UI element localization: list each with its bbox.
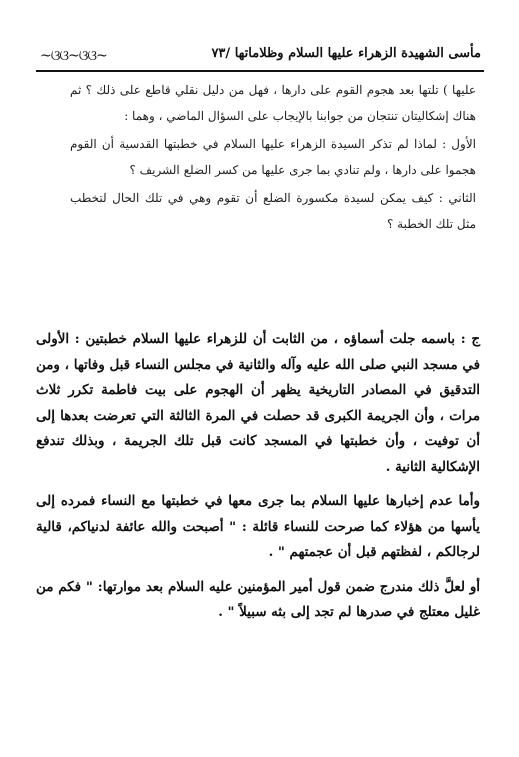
question-second-issue: الثاني : كيف يمكن لسيدة مكسورة الضلع أن تقوم وهي في تلك الحال لتخطب مثل تلك الخطبة ؟ [70,191,476,231]
header-divider [36,70,484,72]
answer-paragraph: ج : باسمه جلت أسماؤه ، من الثابت أن للزهراء عليها السلام خطبتين : الأولى في مسجد النبي صلى الله عليه وآله والثانية في مجلس النساء قبل وفاتها ، ومن التدقيق في المصادر التاريخية يظهر أن الهجوم على بيت فاطمة تكرر ثلاث مرات ، وأن الجريمة الكبرى قد حصلت في المرة الثالثة التي تعرضت بعدها إلى أن توفيت ، وأن خطبتها في المسجد كانت قبل تلك الجريمة ، وبذلك تندفع الإشكالية الثانية . [36,331,480,475]
question-block [70,78,476,240]
question-first-issue: الأول : لماذا لم تذكر السيدة الزهراء عليها السلام في خطبتها القدسية أن القوم هجموا على دارها ، ولم تنادي بما جرى عليها من كسر الضلع الشريف ؟ [70,137,477,177]
answer-block [36,327,480,635]
question-intro: عليها ) تلتها بعد هجوم القوم على دارها ، فهل من دليل نقلي قاطع على ذلك ؟ ثم هناك إشكاليتان تنتجان من جوابنا بالإيجاب على السؤال الماضي ، وهما : [70,83,476,123]
header-ornament: ~ଓଓ~ଓଓ~ [40,48,107,64]
page-header [40,44,481,68]
answer-paragraph: أو لعلَّ ذلك مندرج ضمن قول أمير المؤمنين عليه السلام بعد موارتها: " فكم من غليل معتلج في صدرها لم تجد إلى بثه سبيلاً " . [36,578,480,620]
answer-paragraph: وأما عدم إخبارها عليها السلام بما جرى معها في خطبتها مع النساء فمرده إلى يأسها من هؤلاء كما صرحت للنساء قائلة : " أصبحت والله عائفة لدنياكم، قالية لرجالكم ، لفظتهم قبل أن عجمتهم " . [36,493,480,560]
running-title: مأسى الشهيدة الزهراء عليها السلام وظلاماتها /٧٣ [211,46,481,61]
